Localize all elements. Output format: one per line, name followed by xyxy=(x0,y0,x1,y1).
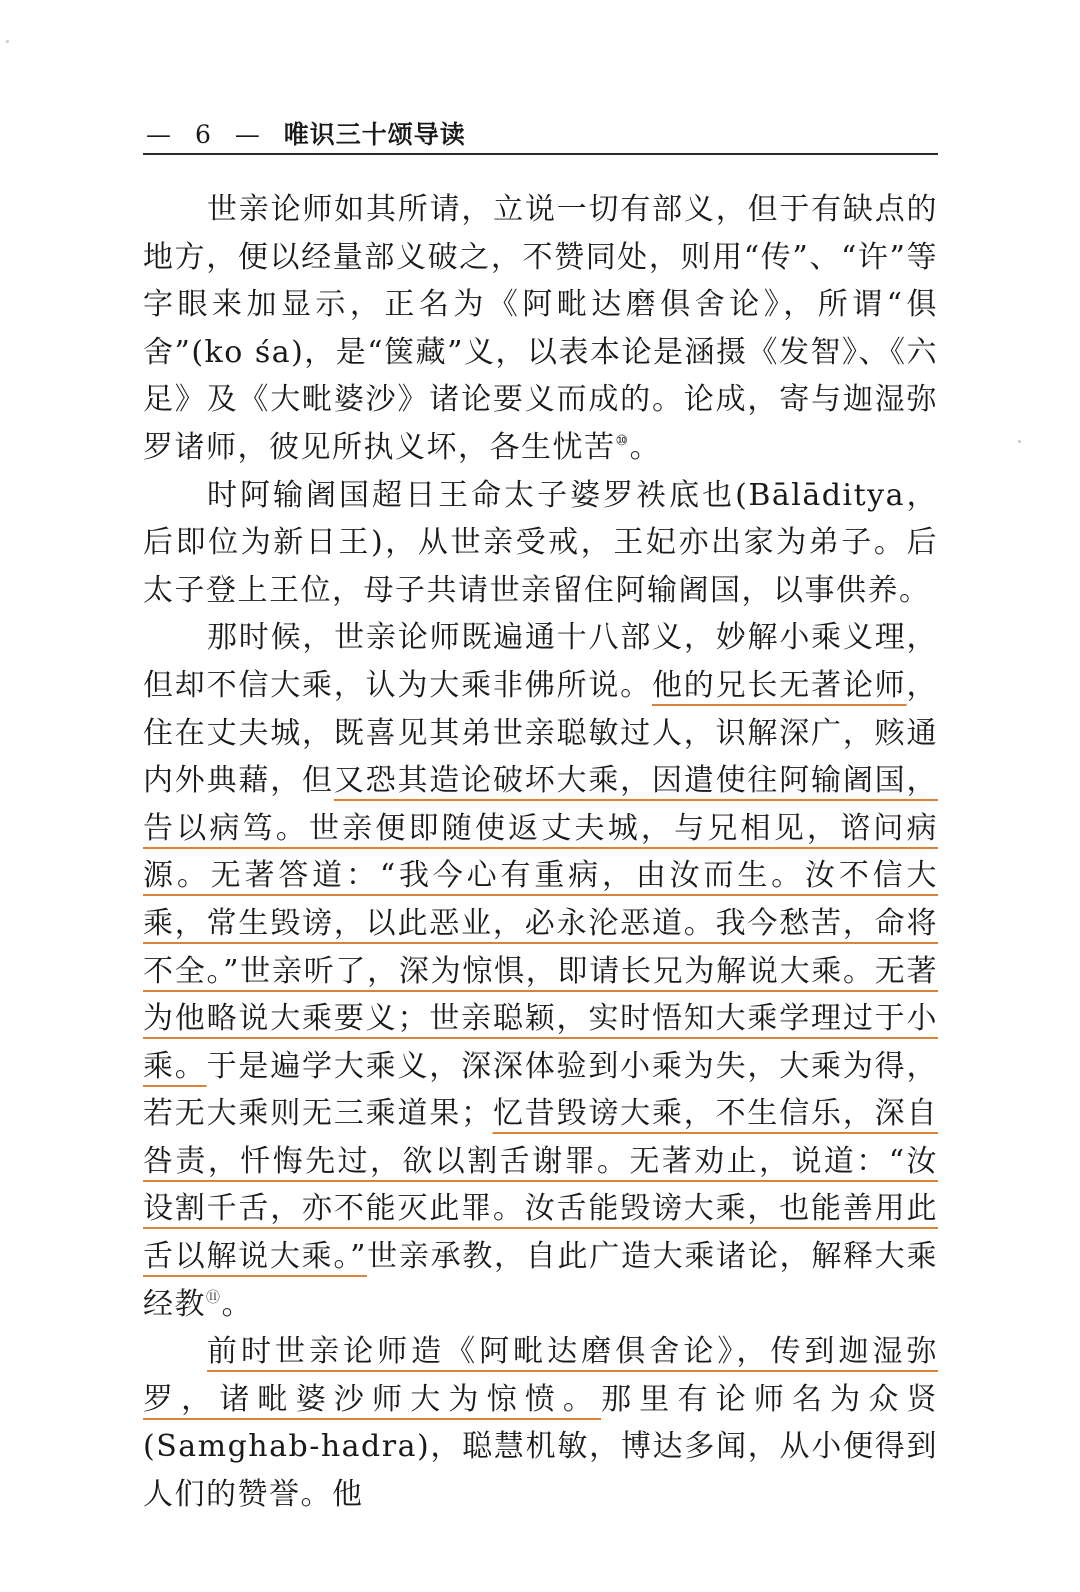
header-rule xyxy=(143,153,938,155)
underlined-text: 他的兄长无著论师 xyxy=(652,667,907,703)
footnote-marker: ⑪ xyxy=(206,1289,222,1306)
paragraph xyxy=(143,186,938,472)
footnote-marker: ⑩ xyxy=(615,432,630,449)
book-title: 唯识三十颂导读 xyxy=(283,120,466,149)
page-number: 6 xyxy=(194,120,213,149)
text-segment: 时阿输阇国超日王命太子婆罗袟底也(Bālāditya，后即位为新日王)，从世亲受戒，王妃亦出家为弟子。后太子登上王位，母子共请世亲留住阿输阇国，以事供养。 xyxy=(143,477,938,608)
paragraph xyxy=(143,614,938,1328)
text-segment: 那时候，世亲论师既遍通十八部义，妙解小乘义理，但却不信大乘，认为大乘非佛所说。 xyxy=(143,620,938,703)
header-dash-left: — xyxy=(146,120,173,149)
paragraph xyxy=(143,1328,938,1518)
scan-speck xyxy=(6,40,9,43)
paragraph xyxy=(143,472,938,615)
body-text xyxy=(143,186,938,1519)
text-segment: 于是遍学大乘义，深深体验到小乘为失，大乘为得，若无大乘则无三乘道果； xyxy=(143,1048,938,1132)
underlined-text: 又恐其造论破坏大乘，因遣使往阿输阇国，告以病笃。世亲便即随使返丈夫城，与兄相见，谘问病源。无著答道：“我今心有重病，由汝而生。汝不信大乘，常生毁谤，以此恶业，必永沦恶道。我今愁苦，命将不全。”世亲听了，深为惊惧，即请长兄为解说大乘。无著为他略说大乘要义；世亲聪颖，实时悟知大乘学理过于小乘。 xyxy=(143,763,938,1084)
underlined-text: 忆昔毁谤大乘，不生信乐，深自咎责，忏悔先过，欲以割舌谢罪。无著劝止，说道：“汝设割千舌，亦不能灭此罪。汝舌能毁谤大乘，也能善用此舌以解说大乘。” xyxy=(143,1096,938,1275)
running-header xyxy=(146,118,946,152)
scan-speck xyxy=(1018,440,1021,443)
text-segment: 世亲承教，自此广造大乘诸论，解释大乘经教 xyxy=(143,1239,938,1322)
text-segment: 那里有论师名为众贤(Samghab-hadra)，聪慧机敏，博达多闻，从小便得到人们的赞誉。他 xyxy=(143,1381,939,1513)
text-segment: 。 xyxy=(629,429,662,465)
text-segment: ，住在丈夫城，既喜见其弟世亲聪敏过人，识解深广，赅通内外典藉，但 xyxy=(143,667,938,799)
header-dash-right: — xyxy=(234,120,262,149)
underlined-text: 前时世亲论师造《阿毗达磨俱舍论》，传到迦湿弥罗，诸毗婆沙师大为惊愤。 xyxy=(143,1334,938,1417)
text-segment: 世亲论师如其所请，立说一切有部义，但于有缺点的地方，便以经量部义破之，不赞同处，则用“传”、“许”等字眼来加显示，正名为《阿毗达磨俱舍论》，所谓“俱舍”(ko śa)，是“箧藏”义，以表本论是涵摄《发智》、《六足》及《大毗婆沙》诸论要义而成的。论成，寄与迦湿弥罗诸师，彼见所执义坏，各生忧苦 xyxy=(143,192,938,465)
text-segment: 。 xyxy=(221,1286,253,1322)
